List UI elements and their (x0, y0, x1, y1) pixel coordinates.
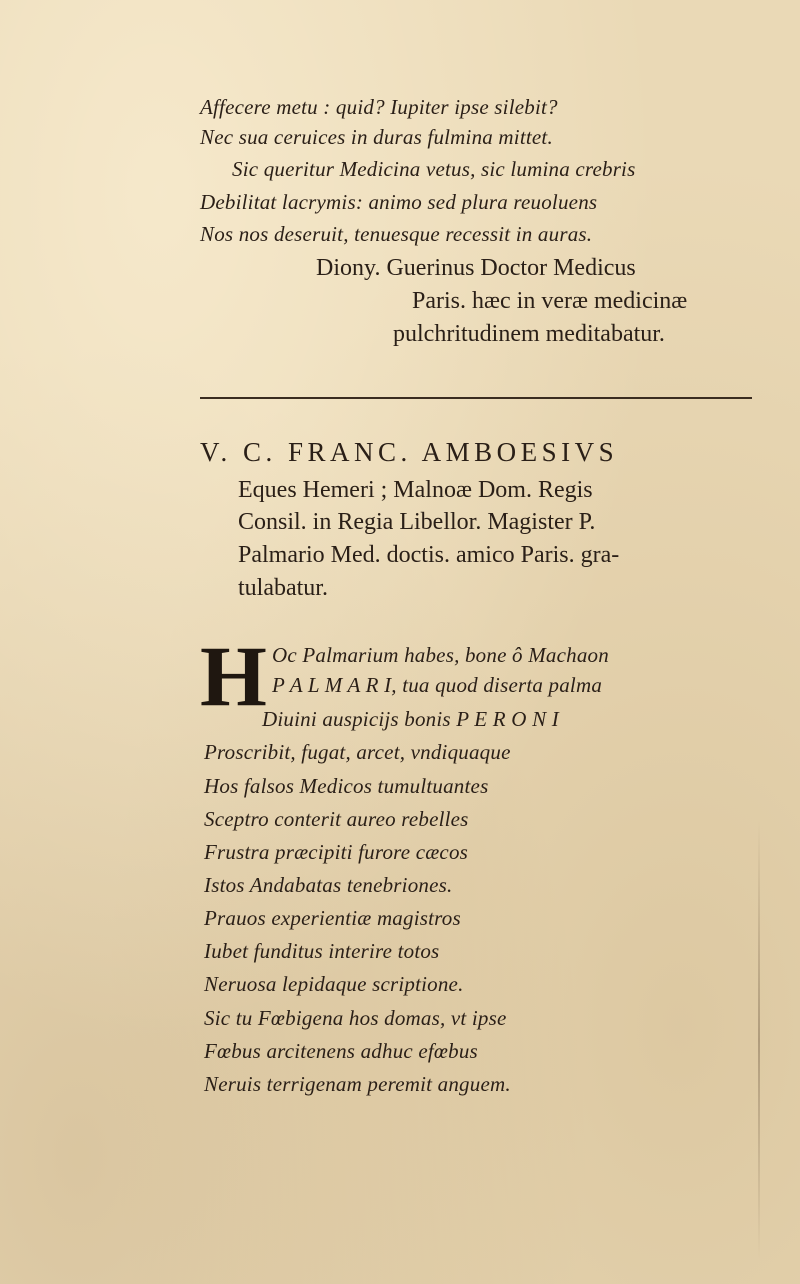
attribution-line: Diony. Guerinus Doctor Medicus (316, 255, 636, 281)
verse-line: Frustra præcipiti furore cæcos (204, 840, 469, 864)
verse-line: Neruis terrigenam peremit anguem. (204, 1072, 511, 1096)
verse-line: Affecere metu : quid? Iupiter ipse silebit? (200, 95, 558, 119)
verse-line: Prauos experientiæ magistros (204, 906, 461, 930)
verse-line: Istos Andabatas tenebriones. (204, 873, 453, 897)
attribution-line: pulchritudinem meditabatur. (393, 321, 665, 347)
verse-line: Iubet funditus interire totos (204, 939, 440, 963)
intro-line: Palmario Med. doctis. amico Paris. gra- (238, 542, 620, 568)
intro-line: Eques Hemeri ; Malnoæ Dom. Regis (238, 477, 593, 503)
verse-line: Neruosa lepidaque scriptione. (204, 972, 464, 996)
paper-crease (758, 820, 760, 1260)
section-heading: V. C. FRANC. AMBOESIVS (200, 437, 619, 467)
verse-line: Hos falsos Medicos tumultuantes (204, 774, 489, 798)
section-divider (200, 397, 752, 399)
verse-line: Nos nos deseruit, tenuesque recessit in auras. (200, 222, 593, 246)
verse-line: Sic queritur Medicina vetus, sic lumina crebris (232, 157, 636, 181)
intro-line: tulabatur. (238, 575, 328, 601)
attribution-line: Paris. hæc in veræ medicinæ (412, 288, 688, 314)
verse-line: Diuini auspicijs bonis P E R O N I (262, 707, 559, 731)
verse-line: Proscribit, fugat, arcet, vndiquaque (204, 740, 511, 764)
verse-line: Sic tu Fœbigena hos domas, vt ipse (204, 1006, 507, 1030)
verse-line: Fœbus arcitenens adhuc efœbus (204, 1039, 478, 1063)
verse-line: P A L M A R I, tua quod diserta palma (272, 673, 603, 697)
verse-line: Oc Palmarium habes, bone ô Machaon (272, 643, 609, 667)
intro-line: Consil. in Regia Libellor. Magister P. (238, 509, 596, 535)
verse-line: Nec sua ceruices in duras fulmina mittet. (200, 125, 553, 149)
verse-line: Debilitat lacrymis: animo sed plura reuoluens (200, 190, 598, 214)
verse-line: Sceptro conterit aureo rebelles (204, 807, 469, 831)
drop-cap: H (200, 628, 267, 724)
